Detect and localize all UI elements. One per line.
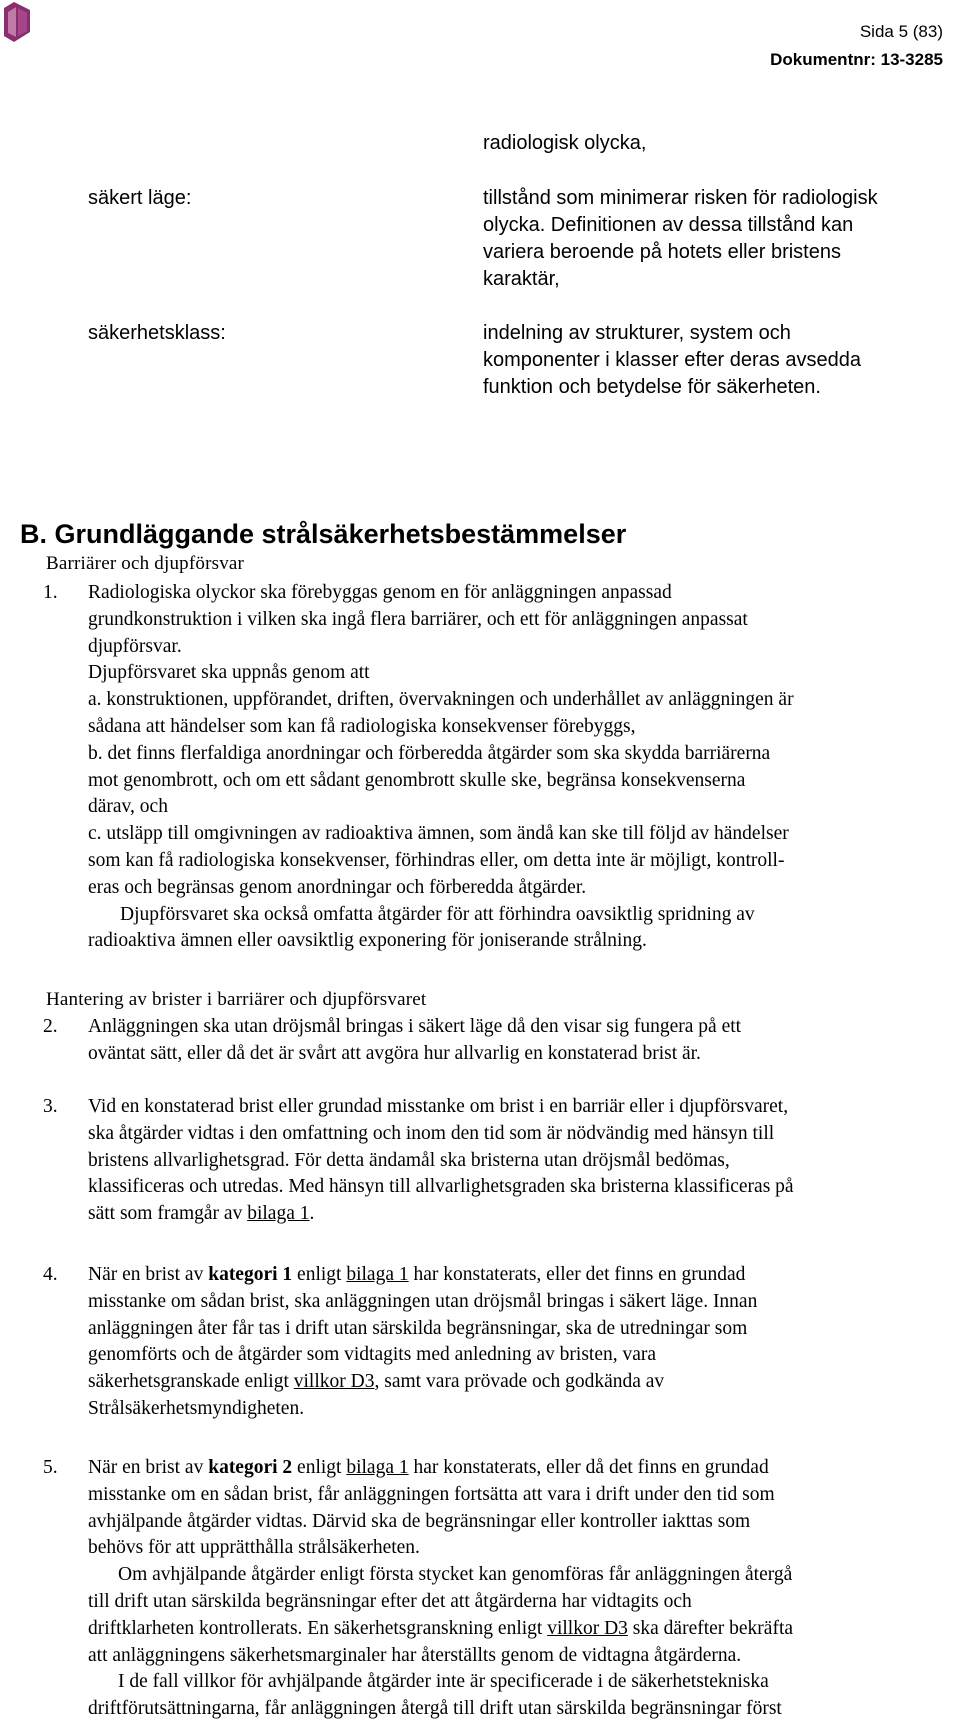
definition-text: tillstånd som minimerar risken för radiologisk olycka. Definitionen av dessa tillstånd kan variera beroende på hotets eller bristens karaktär, xyxy=(483,187,878,290)
definition-term: säkert läge: xyxy=(88,187,192,209)
link-bilaga-1[interactable]: bilaga 1 xyxy=(247,1203,310,1225)
paragraph-number: 3. xyxy=(43,1096,58,1117)
definition-top-line: radiologisk olycka, xyxy=(483,132,647,154)
paragraph-2: Anläggningen ska utan dröjsmål bringas i säkert läge då den visar sig fungera på ett oväntat sätt, eller då det är svårt att avgöra hur allvarlig en konstaterad brist är. xyxy=(88,1016,742,1064)
definition-term: säkerhetsklass: xyxy=(88,322,226,344)
paragraph-5: När en brist av kategori 2 enligt bilaga 1 har konstaterats, eller då det finns en grundad misstanke om en sådan brist, får anläggningen fortsätta att vara i drift under den tid som avhjälpande åtgärder vidtas. Därvid ska de begränsningar eller kontroller iakttas som behövs för att upprätthålla strålsäkerheten. Om avhjälpande åtgärder enligt första stycket kan genomföras får anläggningen återgå till drift utan särskilda begränsningar efter det att åtgärderna har vidtagits och driftklarheten kontrollerats. En säkerhetsgranskning enligt villkor D3 ska därefter bekräfta att anläggningens säkerhetsmarginaler har återställts genom de vidtagna åtgärderna. I de fall villkor för avhjälpande åtgärder inte är specificerade i de säkerhetstekniska driftförutsättningarna, får anläggningen återgå till drift utan särskilda begränsningar först xyxy=(88,1457,794,1720)
link-villkor-d3[interactable]: villkor D3 xyxy=(293,1371,375,1393)
paragraph-number: 2. xyxy=(43,1016,58,1037)
subheading: Barriärer och djupförsvar xyxy=(46,553,245,574)
paragraph-4: När en brist av kategori 1 enligt bilaga 1 har konstaterats, eller det finns en grundad misstanke om sådan brist, ska anläggningen utan dröjsmål bringas i säkert läge. Innan anläggningen åter får tas i drift utan särskilda begränsningar, ska de utredningar som genomförts och de åtgärder som vidtagits med anledning av bristen, vara säkerhetsgranskade enligt villkor D3, samt vara prövade och godkända av Strålsäkerhetsmyndigheten. xyxy=(88,1264,758,1419)
paragraph-1: Radiologiska olyckor ska förebyggas genom en för anläggningen anpassad grundkonstruktion i vilken ska ingå flera barriärer, och ett för anläggningen anpassat djupförsvar. Djupförsvaret ska uppnås genom att a. konstruktionen, uppförandet, driften, övervakningen och underhållet av anläggningen är sådana att händelser som kan få radiologiska konsekvenser förebyggs, b. det finns flerfaldiga anordningar och förberedda åtgärder som ska skydda barriärerna mot genombrott, och om ett sådant genombrott skulle ske, begränsa konsekvenserna därav, och c. utsläpp till omgivningen av radioaktiva ämnen, som ändå kan ske till följd av händelser som kan få radiologiska konsekvenser, förhindras eller, om detta inte är möjligt, kontroll- eras och begränsas genom anordningar och förberedda åtgärder. Djupförsvaret ska också omfatta åtgärder för att förhindra oavsiktlig spridning av radioaktiva ämnen eller oavsiktlig exponering för joniserande strålning. xyxy=(88,582,794,952)
paragraph-3: Vid en konstaterad brist eller grundad misstanke om brist i en barriär eller i djupförsvaret, ska åtgärder vidtas i den omfattning och inom den tid som är nödvändig med hänsyn till bristens allvarlighetsgrad. För detta ändamål ska bristerna utan dröjsmål bedömas, klassificeras och utredas. Med hänsyn till allvarlighetsgraden ska bristerna klassificeras på sätt som framgår av bilaga 1. xyxy=(88,1096,794,1225)
link-bilaga-1[interactable]: bilaga 1 xyxy=(346,1457,409,1478)
paragraph-number: 5. xyxy=(43,1457,58,1478)
section-title: B. Grundläggande strålsäkerhetsbestämmelser xyxy=(20,519,627,549)
authority-logo-icon xyxy=(2,2,32,42)
subheading: Hantering av brister i barriärer och djupförsvaret xyxy=(46,989,427,1010)
definition-text: indelning av strukturer, system och komponenter i klasser efter deras avsedda funktion och betydelse för säkerheten. xyxy=(483,322,861,398)
page-number: Sida 5 (83) xyxy=(859,22,943,41)
document-number: Dokumentnr: 13-3285 xyxy=(770,50,943,69)
paragraph-number: 4. xyxy=(43,1264,58,1285)
link-bilaga-1[interactable]: bilaga 1 xyxy=(346,1264,409,1285)
link-villkor-d3[interactable]: villkor D3 xyxy=(547,1617,628,1639)
paragraph-number: 1. xyxy=(43,582,58,603)
